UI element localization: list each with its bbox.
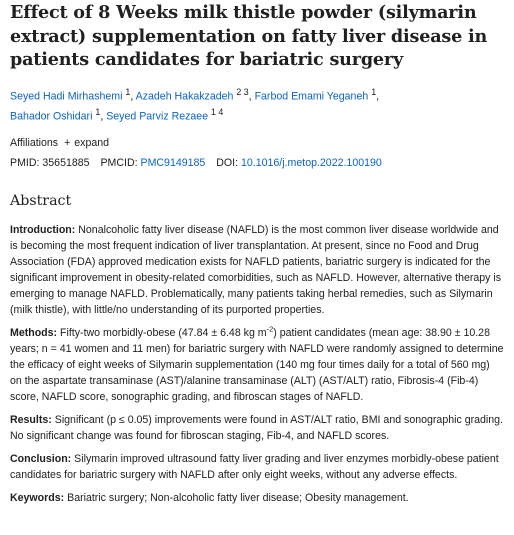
section-label: Conclusion: xyxy=(10,452,72,465)
affiliation-ref[interactable]: 1 xyxy=(371,86,377,97)
author-link[interactable] xyxy=(10,111,92,123)
author-affiliation-refs[interactable] xyxy=(371,87,376,97)
affiliation-ref[interactable]: 3 xyxy=(243,86,249,97)
abstract-methods xyxy=(10,325,504,405)
abstract-introduction xyxy=(10,222,504,318)
pmid-value: 35651885 xyxy=(42,156,90,169)
doi-label: DOI: xyxy=(216,156,239,169)
affiliation-ref[interactable]: 1 xyxy=(211,107,216,118)
abstract-body xyxy=(10,222,504,506)
plus-icon[interactable]: + xyxy=(64,136,71,149)
abstract-keywords xyxy=(10,490,504,506)
section-text: Silymarin improved ultrasound fatty liver grading and liver enzymes morbidly-obese patient candidates for bariatric surgery with NAFLD after only eight weeks, without any adverse effects. xyxy=(10,452,499,481)
author-list: Seyed Hadi Mirhashemi $^1$, Azadeh Hakakzadeh $^{2 3}$, Farbod Emami Yeganeh $^1$, Bahador Oshidari $^1$, Seyed Parviz Rezaee $^{1 4}$ xyxy=(10,86,380,123)
author-name: Farbod Emami Yeganeh xyxy=(254,90,369,103)
author-name: Bahador Oshidari xyxy=(10,110,93,123)
author-link[interactable] xyxy=(255,90,369,102)
affiliations-toggle[interactable] xyxy=(10,136,504,150)
author-link[interactable] xyxy=(106,111,208,123)
expand-label[interactable]: expand xyxy=(74,136,110,149)
section-text: ) patient candidates (mean age: 38.90 ± 10.28 years; n = 41 women and 11 men) for bariatric surgery with NAFLD were randomly assigned to determine the efficacy of eight weeks of Silymarin supplementation (140 mg four times daily for a total of 560 mg) on the aspartate transaminase (AST)/alanine transaminase (ALT) (AST/ALT) ratio, Fibrosis-4 (Fib-4) score, NAFLD score, sonographic grading, and fibroscan stages of NAFLD. xyxy=(10,326,504,403)
abstract-heading: Abstract xyxy=(10,192,72,209)
section-text: Fifty-two morbidly-obese (47.84 ± 6.48 kg m xyxy=(60,326,267,339)
affiliation-ref[interactable]: 4 xyxy=(218,107,224,118)
author-affiliation-refs[interactable] xyxy=(95,107,100,117)
section-label: Methods: xyxy=(10,326,58,339)
abstract-conclusion xyxy=(10,451,504,483)
pmcid-label: PMCID: xyxy=(100,156,138,169)
section-label: Results: xyxy=(10,413,52,426)
pmcid-link[interactable]: PMC9149185 xyxy=(140,156,206,169)
author-name: Azadeh Hakakzadeh xyxy=(135,90,234,103)
affiliation-ref[interactable]: 1 xyxy=(125,86,131,97)
author-name: Seyed Hadi Mirhashemi xyxy=(10,90,123,103)
section-text: Bariatric surgery; Non-alcoholic fatty liver disease; Obesity management. xyxy=(67,491,409,504)
abstract-results xyxy=(10,412,504,444)
doi-link[interactable]: 10.1016/j.metop.2022.100190 xyxy=(241,156,382,169)
article-identifiers xyxy=(10,156,504,170)
affiliation-ref[interactable]: 2 xyxy=(236,86,242,97)
author-affiliation-refs[interactable] xyxy=(236,87,248,97)
affiliation-ref[interactable]: 1 xyxy=(95,107,101,118)
article-title: Effect of 8 Weeks milk thistle powder (silymarin extract) supplementation on fatty liver disease in patients candidates for bariatric surgery xyxy=(10,2,488,70)
section-text: Significant (p ≤ 0.05) improvements were found in AST/ALT ratio, BMI and sonographic grading. No significant change was found for fibroscan staging, Fib-4, and NAFLD scores. xyxy=(10,413,503,442)
author-affiliation-refs[interactable] xyxy=(125,87,130,97)
section-label: Introduction: xyxy=(10,223,76,236)
section-text: Nonalcoholic fatty liver disease (NAFLD) is the most common liver disease worldwide and is becoming the most frequent indication of liver transplantation. At present, since no Food and Drug Association (FDA) approved medication exists for NAFLD patients, bariatric surgery is indicated for the significant improvement in obesity-related comorbidities, such as NAFLD. However, alternative therapy is emerging to manage NAFLD. Problematically, many patients taking herbal remedies, such as Silymarin (milk thistle), with little/no understanding of its purported properties. xyxy=(10,223,502,316)
superscript: -2 xyxy=(266,324,274,334)
pmid-label: PMID: xyxy=(10,156,40,169)
author-link[interactable] xyxy=(10,90,122,102)
author-link[interactable] xyxy=(136,90,234,102)
affiliations-label: Affiliations xyxy=(10,136,59,149)
section-label: Keywords: xyxy=(10,491,65,504)
article-container xyxy=(10,0,504,513)
author-name: Seyed Parviz Rezaee xyxy=(106,110,209,123)
author-affiliation-refs[interactable] xyxy=(211,107,223,117)
